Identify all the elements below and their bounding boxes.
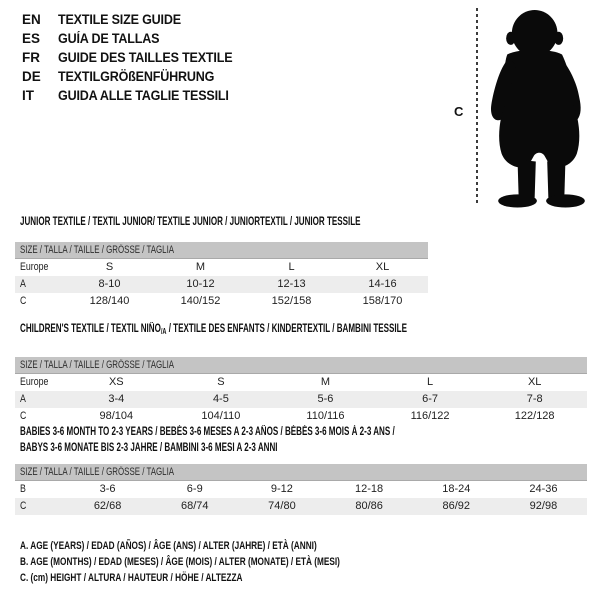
lang-row-fr bbox=[22, 48, 246, 67]
table-cell: 3-6 bbox=[99, 483, 116, 495]
row-label: B bbox=[20, 483, 26, 495]
row-label: C bbox=[20, 295, 27, 307]
table-cell: 12-18 bbox=[355, 483, 384, 495]
lang-code: FR bbox=[22, 50, 40, 65]
table-cell: 3-4 bbox=[108, 393, 125, 405]
legend-line-b: B. AGE (MONTHS) / EDAD (MESES) / ÂGE (MOIS) / ALTER (MONATE) / ETÀ (MESI) bbox=[20, 556, 340, 568]
row-label: A bbox=[20, 393, 26, 405]
table-cell: 4-5 bbox=[212, 393, 229, 405]
table-cell: 110/116 bbox=[306, 410, 345, 422]
lang-row-it bbox=[22, 86, 246, 105]
language-title-list bbox=[22, 10, 246, 105]
babies-size-table bbox=[15, 464, 587, 515]
table-cell: 92/98 bbox=[529, 500, 558, 512]
table-row-height bbox=[15, 408, 587, 425]
table-cell: 7-8 bbox=[526, 393, 543, 405]
lang-code: IT bbox=[22, 88, 34, 103]
table-cell: 116/122 bbox=[410, 410, 450, 422]
table-cell: 140/152 bbox=[180, 295, 221, 307]
height-label-c: C bbox=[454, 104, 464, 119]
table-cell: 98/104 bbox=[99, 410, 134, 422]
table-cell: S bbox=[217, 376, 225, 388]
size-header-text: SIZE / TALLA / TAILLE / GRÖSSE / TAGLIA bbox=[20, 359, 175, 371]
table-row-europe bbox=[15, 259, 428, 276]
size-header-text: SIZE / TALLA / TAILLE / GRÖSSE / TAGLIA bbox=[20, 244, 175, 256]
lang-row-es bbox=[22, 29, 246, 48]
junior-section-title: JUNIOR TEXTILE / TEXTIL JUNIOR/ TEXTILE JUNIOR / JUNIORTEXTIL / JUNIOR TESSILE bbox=[20, 216, 361, 228]
table-cell: 74/80 bbox=[268, 500, 296, 512]
height-dashed-line bbox=[476, 8, 478, 206]
size-header-bar bbox=[15, 464, 587, 481]
table-cell: M bbox=[320, 376, 331, 388]
table-row-age-months bbox=[15, 481, 587, 498]
baby-silhouette-image bbox=[489, 6, 594, 208]
table-cell: L bbox=[288, 261, 295, 273]
table-cell: 18-24 bbox=[442, 483, 471, 495]
table-cell: 6-9 bbox=[186, 483, 203, 495]
lang-title: TEXTILGRÖßENFÜHRUNG bbox=[58, 69, 215, 84]
junior-size-table bbox=[15, 242, 428, 310]
lang-title: GUIDE DES TAILLES TEXTILE bbox=[58, 50, 233, 65]
table-cell: 80/86 bbox=[355, 500, 383, 512]
table-cell: 9-12 bbox=[270, 483, 293, 495]
table-cell: 62/68 bbox=[93, 500, 122, 512]
children-section-title: CHILDREN'S TEXTILE / TEXTIL NIÑO/A / TEXTILE DES ENFANTS / KINDERTEXTIL / BAMBINI TESSILE bbox=[20, 321, 407, 338]
lang-row-en bbox=[22, 10, 246, 29]
table-row-europe bbox=[15, 374, 587, 391]
table-cell: 6-7 bbox=[422, 393, 439, 405]
size-header-text: SIZE / TALLA / TAILLE / GRÖSSE / TAGLIA bbox=[20, 466, 175, 478]
babies-section-title bbox=[20, 424, 395, 456]
lang-title: GUÍA DE TALLAS bbox=[58, 31, 160, 46]
table-cell: 152/158 bbox=[271, 295, 312, 307]
table-cell: 86/92 bbox=[442, 500, 471, 512]
table-row-height bbox=[15, 498, 587, 515]
table-row-height bbox=[15, 293, 428, 310]
table-row-age-years bbox=[15, 276, 428, 293]
table-cell: 128/140 bbox=[89, 295, 130, 307]
table-cell: 68/74 bbox=[180, 500, 209, 512]
table-row-age-years bbox=[15, 391, 587, 408]
lang-code: ES bbox=[22, 31, 41, 46]
table-cell: 24-36 bbox=[529, 483, 558, 495]
row-label: C bbox=[20, 410, 27, 422]
row-label: A bbox=[20, 278, 26, 290]
lang-code: DE bbox=[22, 69, 41, 84]
row-label: Europe bbox=[20, 376, 49, 388]
size-header-bar bbox=[15, 242, 428, 259]
table-cell: S bbox=[105, 261, 114, 273]
row-label: Europe bbox=[20, 261, 49, 273]
babies-title-line1: BABIES 3-6 MONTH TO 2-3 YEARS / BEBÉS 3-6 MESES A 2-3 AÑOS / BÉBÉS 3-6 MOIS À 2-3 ANS / bbox=[20, 426, 395, 438]
lang-code: EN bbox=[22, 12, 41, 27]
lang-row-de bbox=[22, 67, 246, 86]
table-cell: XL bbox=[527, 376, 542, 388]
babies-title-line2: BABYS 3-6 MONATE BIS 2-3 JAHRE / BAMBINI 3-6 MESI A 2-3 ANNI bbox=[20, 442, 278, 454]
table-cell: M bbox=[195, 261, 206, 273]
title-subscript: /A bbox=[160, 327, 167, 336]
lang-title: GUIDA ALLE TAGLIE TESSILI bbox=[58, 88, 229, 103]
table-cell: XS bbox=[108, 376, 124, 388]
size-header-bar bbox=[15, 357, 587, 374]
legend bbox=[20, 538, 447, 586]
table-cell: 122/128 bbox=[514, 410, 555, 422]
table-cell: L bbox=[427, 376, 434, 388]
table-cell: 10-12 bbox=[186, 278, 215, 290]
table-cell: 158/170 bbox=[362, 295, 403, 307]
table-cell: XL bbox=[375, 261, 390, 273]
table-cell: 5-6 bbox=[317, 393, 334, 405]
table-cell: 12-13 bbox=[277, 278, 306, 290]
lang-title: TEXTILE SIZE GUIDE bbox=[58, 12, 181, 27]
legend-line-a: A. AGE (YEARS) / EDAD (AÑOS) / ÂGE (ANS) / ALTER (JAHRE) / ETÀ (ANNI) bbox=[20, 540, 317, 552]
legend-line-c: C. (cm) HEIGHT / ALTURA / HAUTEUR / HÖHE / ALTEZZA bbox=[20, 572, 243, 584]
table-cell: 8-10 bbox=[98, 278, 121, 290]
table-cell: 14-16 bbox=[368, 278, 397, 290]
children-size-table bbox=[15, 357, 587, 425]
row-label: C bbox=[20, 500, 27, 512]
table-cell: 104/110 bbox=[201, 410, 241, 422]
